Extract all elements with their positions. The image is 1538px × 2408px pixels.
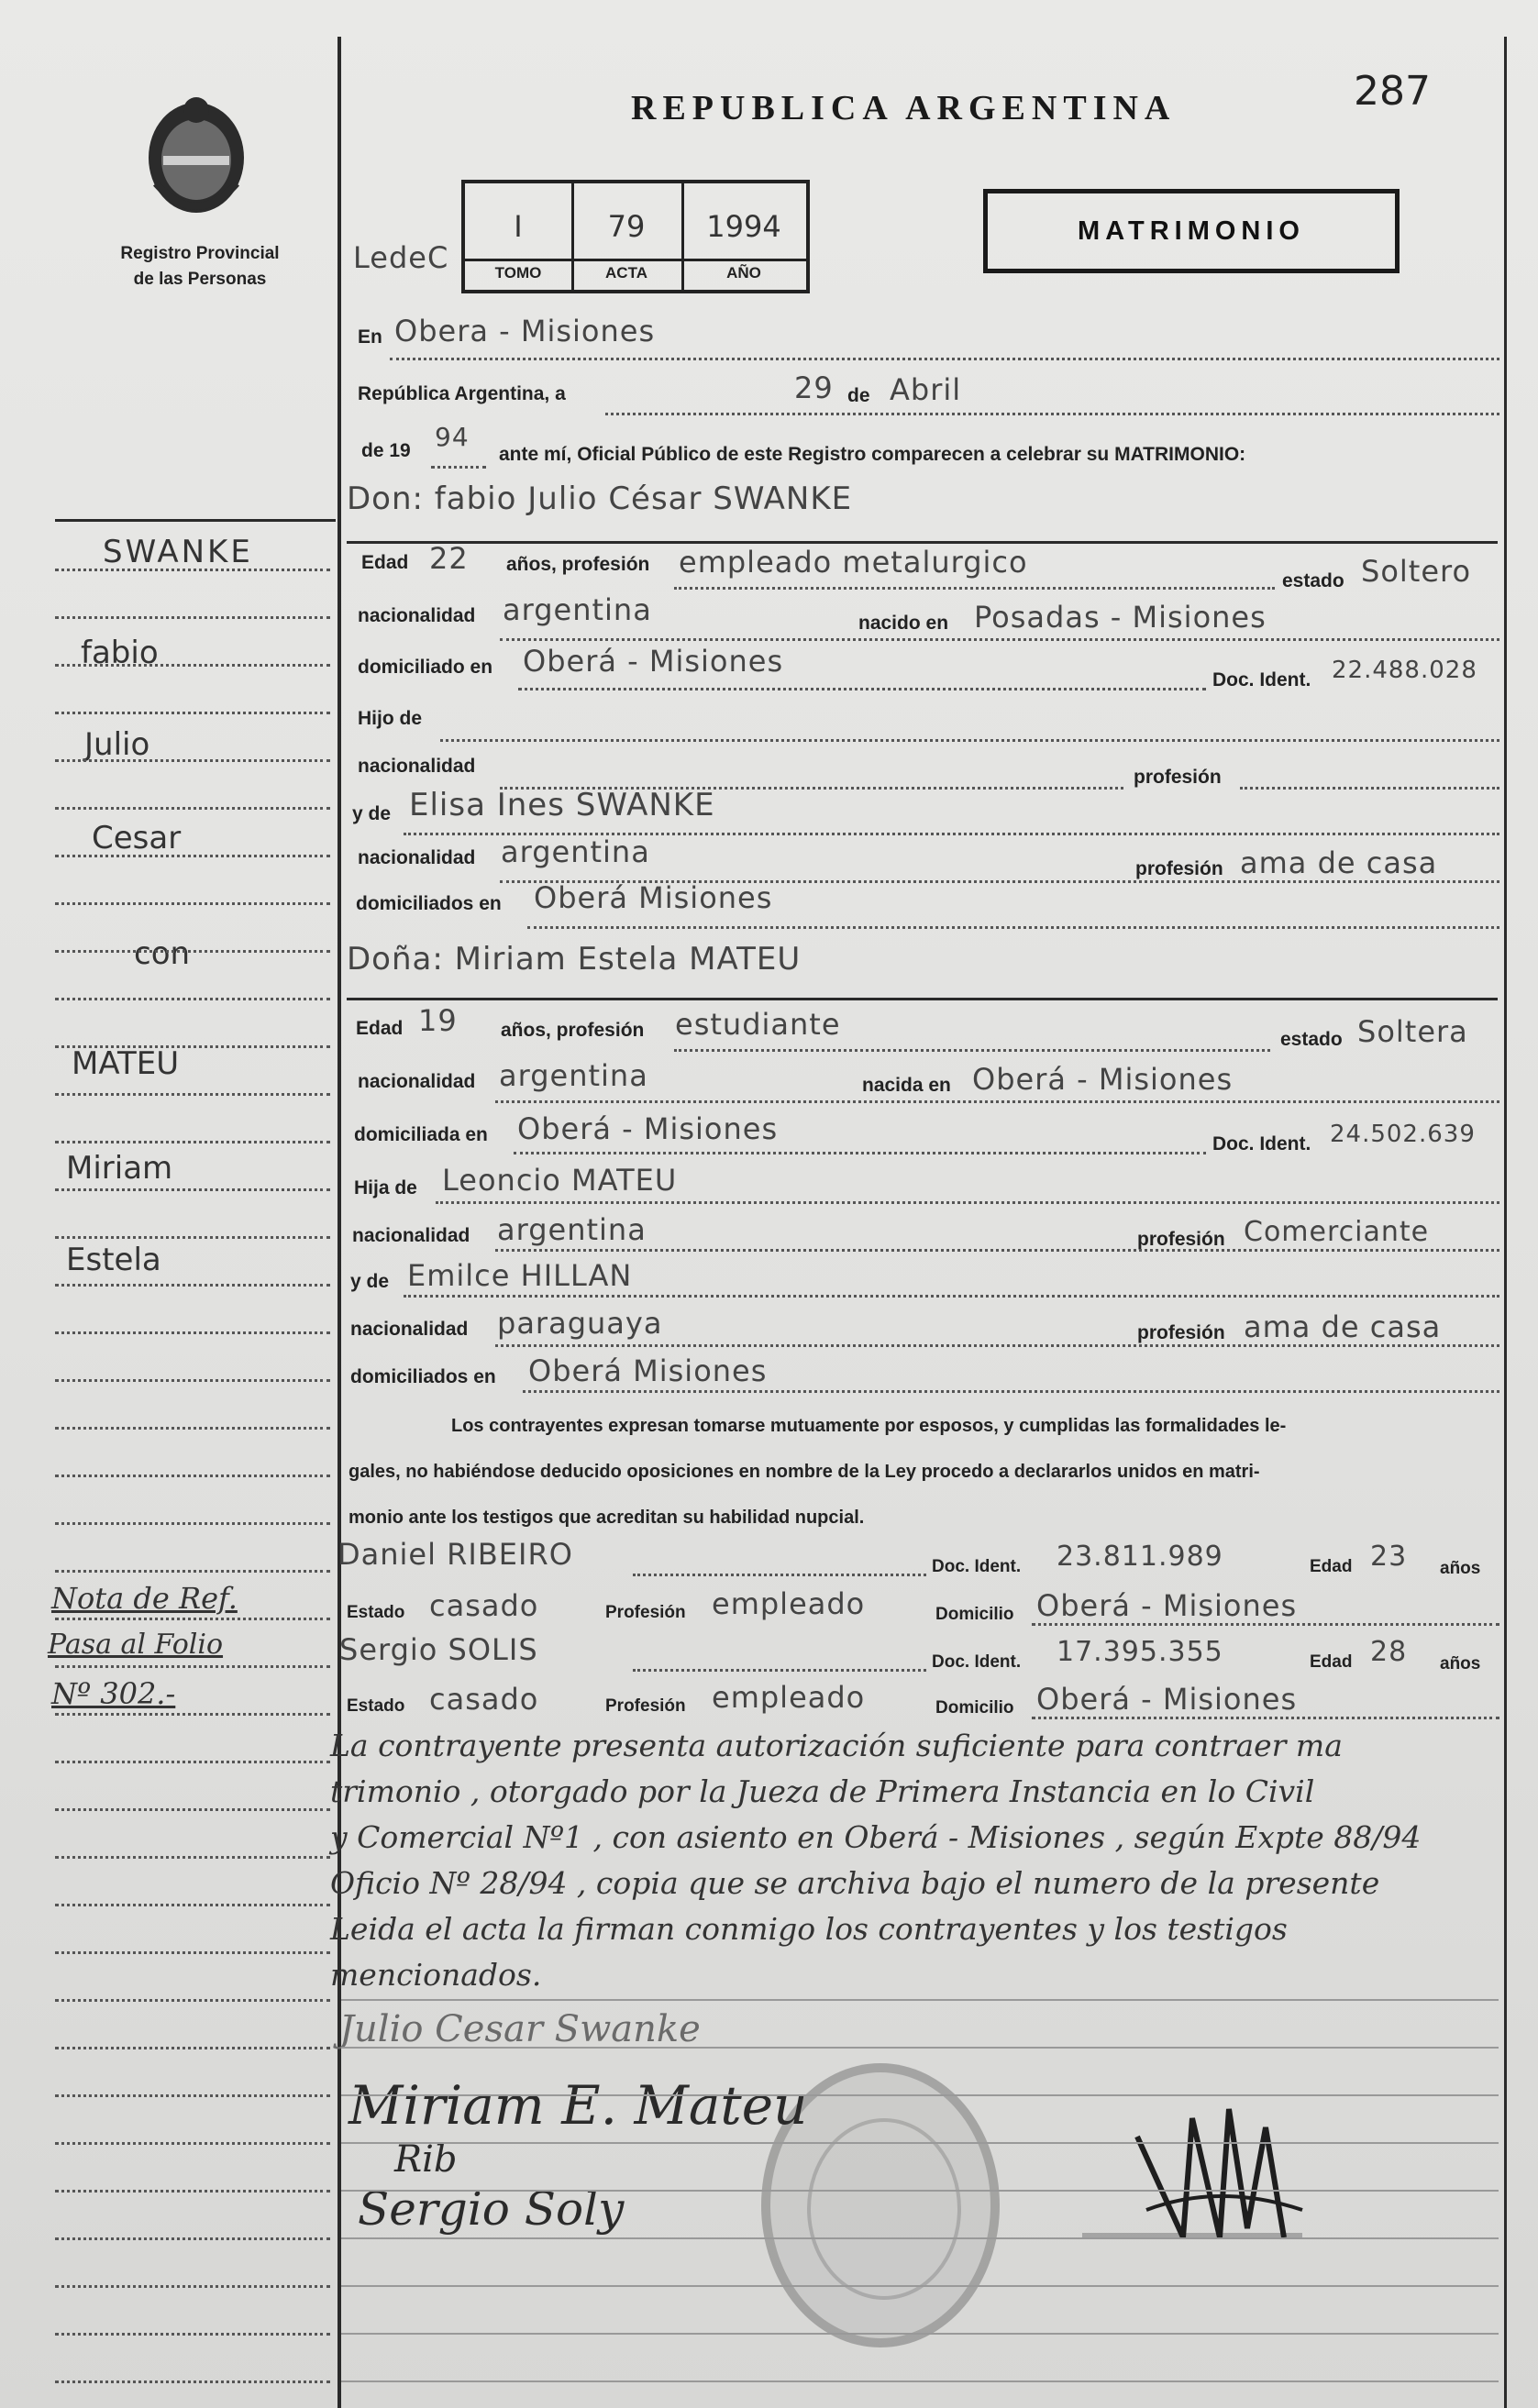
bride-father-nationality: argentina: [497, 1212, 647, 1247]
groom-domicile: Oberá - Misiones: [523, 644, 784, 679]
ano-value: 1994: [706, 209, 781, 244]
margin-rule: [55, 1808, 330, 1811]
margin-rule: [55, 1093, 330, 1096]
margin-rule: [55, 998, 330, 1000]
witness1-doc-label: Doc. Ident.: [932, 1557, 1022, 1576]
signature-rule: [341, 2094, 1499, 2096]
witness1-name: Daniel RIBEIRO: [337, 1537, 573, 1572]
coat-of-arms-icon: [138, 92, 255, 220]
margin-name-4: Cesar: [92, 820, 182, 856]
groom-dom-label: domiciliado en: [358, 657, 493, 678]
groom-nacido-label: nacido en: [858, 613, 949, 634]
day: 29: [794, 370, 834, 405]
witness2-signature: Sergio Soly: [358, 2182, 625, 2236]
bride-domicile: Oberá - Misiones: [517, 1111, 779, 1146]
margin-rule: [55, 1522, 330, 1525]
declaration-paragraph: [349, 1403, 1495, 1541]
margin-name-5: con: [134, 935, 191, 972]
margin-rule: [55, 1045, 330, 1048]
signature-rule: [341, 2237, 1499, 2239]
witness1-signature: Rib: [394, 2138, 458, 2181]
margin-rule: [55, 2142, 330, 2145]
groom-estado-label: estado: [1282, 570, 1344, 591]
witness2-domicile: Oberá - Misiones: [1036, 1682, 1298, 1717]
groom-mother-profession: ama de casa: [1240, 845, 1438, 880]
witness1-estado: casado: [429, 1588, 539, 1623]
bride-age: 19: [418, 1003, 458, 1038]
tomo-cell: [465, 183, 574, 290]
margin-name-2: fabio: [81, 635, 159, 671]
margin-rule: [55, 569, 330, 571]
groom-hijo-label: Hijo de: [358, 708, 423, 729]
bride-parents-domicile: Oberá Misiones: [528, 1353, 768, 1388]
margin-rule: [55, 1379, 330, 1382]
witness1-doc: 23.811.989: [1057, 1541, 1223, 1573]
groom-doc-label: Doc. Ident.: [1212, 669, 1311, 690]
note-line-4: Oficio Nº 28/94 , copia que se archiva bajo el numero de la presente: [330, 1865, 1380, 1901]
acta-cell: [571, 183, 684, 290]
margin-rule: [55, 1856, 330, 1859]
bride-mother-prof-label: profesión: [1137, 1322, 1225, 1343]
bride-birthplace: Oberá - Misiones: [972, 1062, 1234, 1097]
witness2-edad-label: Edad: [1310, 1652, 1353, 1672]
margin-name-1: SWANKE: [103, 534, 253, 570]
bride-doc-label: Doc. Ident.: [1212, 1133, 1311, 1154]
bride-hija-label: Hija de: [354, 1177, 417, 1198]
margin-rule: [55, 1236, 330, 1239]
book-code: LedeC: [353, 240, 449, 275]
bride-name: Doña: Miriam Estela MATEU: [347, 941, 802, 978]
groom-nac-label: nacionalidad: [358, 605, 476, 626]
registry-name-line1: Registro Provincial: [120, 244, 280, 263]
bride-father-profession: Comerciante: [1244, 1216, 1430, 1248]
tomo-value: I: [514, 209, 523, 244]
bride-edad-label: Edad: [356, 1018, 404, 1039]
margin-rule: [55, 807, 330, 810]
groom-doc: 22.488.028: [1332, 657, 1477, 684]
witness2-estado-label: Estado: [347, 1696, 405, 1716]
bride-nationality: argentina: [499, 1058, 648, 1093]
signature-rule: [341, 2190, 1499, 2192]
margin-rule: [55, 1665, 330, 1668]
margin-rule: [55, 855, 330, 857]
groom-father-nac-label: nacionalidad: [358, 756, 476, 777]
witness2-doc: 17.395.355: [1057, 1636, 1223, 1668]
groom-prof-label: años, profesión: [506, 554, 650, 575]
bride-mother-nac-label: nacionalidad: [350, 1319, 469, 1340]
signature-rule: [341, 2285, 1499, 2287]
ano-cell: [681, 183, 806, 290]
margin-rule: [55, 1618, 330, 1620]
bride-nacida-label: nacida en: [862, 1075, 951, 1096]
declaration-line-2: gales, no habiéndose deducido oposiciones en nombre de la Ley procedo a declararlos unidos en matri-: [349, 1462, 1260, 1482]
document-type-box: [983, 189, 1400, 273]
witness1-estado-label: Estado: [347, 1603, 405, 1622]
margin-rule: [55, 759, 330, 762]
bride-yde-label: y de: [350, 1271, 390, 1292]
note-line-1: La contrayente presenta autorización suficiente para contraer ma: [330, 1728, 1343, 1763]
acta-label: ACTA: [571, 259, 681, 282]
witness1-age: 23: [1370, 1541, 1408, 1573]
registry-name-line2: de las Personas: [133, 270, 267, 289]
witness1-dom-label: Domicilio: [935, 1605, 1014, 1624]
margin-name-3: Julio: [84, 726, 150, 763]
acta-value: 79: [607, 209, 646, 244]
bride-mother-nationality: paraguaya: [497, 1306, 663, 1341]
witness2-anos-label: años: [1440, 1654, 1481, 1673]
witness2-doc-label: Doc. Ident.: [932, 1652, 1022, 1672]
ante-text: ante mí, Oficial Público de este Registro comparecen a celebrar su MATRIMONIO:: [499, 444, 1246, 465]
groom-mother-nationality: argentina: [501, 834, 650, 869]
witness2-dom-label: Domicilio: [935, 1698, 1014, 1718]
margin-rule: [55, 1761, 330, 1763]
groom-profession: empleado metalurgico: [679, 545, 1028, 580]
margin-divider: [337, 37, 341, 2408]
bride-mother-profession: ama de casa: [1244, 1309, 1442, 1344]
republica-label: República Argentina, a: [358, 383, 566, 404]
witness2-prof-label: Profesión: [605, 1696, 686, 1716]
place: Obera - Misiones: [394, 314, 656, 348]
declaration-line-1: Los contrayentes expresan tomarse mutuamente por esposos, y cumplidas las formalidades le-: [451, 1416, 1287, 1436]
margin-rule: [55, 2237, 330, 2240]
groom-name: Don: fabio Julio César SWANKE: [347, 480, 853, 517]
groom-yde-label: y de: [352, 803, 392, 824]
margin-rule: [55, 1999, 330, 2002]
margin-rule: [55, 1904, 330, 1906]
margin-rule: [55, 1188, 330, 1191]
witness1-profession: empleado: [712, 1586, 866, 1621]
margin-rule: [55, 1284, 330, 1287]
margin-rule: [55, 1570, 330, 1573]
margin-rule: [55, 1427, 330, 1430]
margin-rule: [55, 712, 330, 714]
witness2-name: Sergio SOLIS: [339, 1632, 538, 1667]
witness2-estado: casado: [429, 1682, 539, 1717]
groom-mother-prof-label: profesión: [1135, 858, 1223, 879]
witness1-domicile: Oberá - Misiones: [1036, 1588, 1298, 1623]
bride-estado: Soltera: [1357, 1014, 1468, 1049]
groom-nationality: argentina: [503, 592, 652, 627]
signature-rule: [341, 1999, 1499, 2001]
bride-prof-label: años, profesión: [501, 1020, 645, 1041]
margin-name-8: Estela: [66, 1242, 161, 1278]
year-prefix: de 19: [361, 440, 411, 461]
bride-parents-dom-label: domiciliados en: [350, 1366, 496, 1387]
groom-mother-nac-label: nacionalidad: [358, 847, 476, 868]
margin-rule: [55, 2094, 330, 2097]
month: Abril: [890, 372, 962, 407]
margin-name-7: Miriam: [66, 1150, 173, 1187]
note-line-5: Leida el acta la firman conmigo los contrayentes y los testigos: [330, 1911, 1288, 1947]
page-number: 287: [1354, 68, 1431, 115]
margin-rule: [55, 1141, 330, 1143]
margin-rule: [55, 2047, 330, 2049]
groom-birthplace: Posadas - Misiones: [974, 600, 1267, 635]
groom-parents-domicile: Oberá Misiones: [534, 880, 773, 915]
bride-doc: 24.502.639: [1330, 1121, 1476, 1148]
note-line-6: mencionados.: [330, 1957, 542, 1993]
margin-rule: [55, 2190, 330, 2193]
groom-estado: Soltero: [1361, 554, 1472, 589]
right-border: [1504, 37, 1507, 2408]
bride-father-nac-label: nacionalidad: [352, 1225, 470, 1246]
bride-father-prof-label: profesión: [1137, 1229, 1225, 1250]
margin-name-6: MATEU: [72, 1045, 180, 1082]
witness2-profession: empleado: [712, 1680, 866, 1715]
ano-label: AÑO: [681, 259, 806, 282]
margin-rule: [55, 950, 330, 953]
officer-signature-icon: [1128, 2100, 1311, 2265]
en-label: En: [358, 326, 382, 348]
declaration-line-3: monio ante los testigos que acreditan su habilidad nupcial.: [349, 1508, 865, 1528]
signature-rule: [341, 2333, 1499, 2335]
margin-rule: [55, 2333, 330, 2336]
groom-age: 22: [429, 541, 469, 576]
registry-grid: [461, 180, 810, 293]
witness1-prof-label: Profesión: [605, 1603, 686, 1622]
groom-mother: Elisa Ines SWANKE: [409, 787, 715, 823]
margin-note-line-1: Nota de Ref.: [51, 1581, 238, 1616]
note-line-3: y Comercial Nº1 , con asiento en Oberá - Misiones , según Expte 88/94: [330, 1819, 1422, 1855]
groom-father-prof-label: profesión: [1134, 767, 1222, 788]
bride-mother: Emilce HILLAN: [407, 1258, 633, 1293]
witness1-edad-label: Edad: [1310, 1557, 1353, 1576]
bride-signature: Miriam E. Mateu: [349, 2074, 808, 2137]
signature-rule: [341, 2380, 1499, 2382]
margin-rule: [55, 1475, 330, 1477]
bride-estado-label: estado: [1280, 1029, 1343, 1050]
witness1-anos-label: años: [1440, 1559, 1481, 1578]
signature-rule: [341, 2142, 1499, 2144]
margin-rule: [55, 1713, 330, 1716]
bride-nac-label: nacionalidad: [358, 1071, 476, 1092]
bride-father: Leoncio MATEU: [442, 1163, 678, 1198]
note-line-2: trimonio , otorgado por la Jueza de Primera Instancia en lo Civil: [330, 1773, 1315, 1809]
document-type: MATRIMONIO: [1078, 215, 1305, 246]
margin-note-line-2: Pasa al Folio: [48, 1629, 224, 1661]
year-suffix: 94: [435, 422, 470, 452]
signature-rule: [341, 2047, 1499, 2049]
margin-rule: [55, 616, 330, 619]
margin-rule: [55, 2285, 330, 2288]
tomo-label: TOMO: [465, 259, 571, 282]
margin-rule: [55, 2380, 330, 2383]
margin-rule: [55, 1331, 330, 1334]
margin-rule: [55, 1951, 330, 1954]
margin-rule: [55, 664, 330, 667]
bride-dom-label: domiciliada en: [354, 1124, 488, 1145]
groom-signature: Julio Cesar Swanke: [339, 2008, 701, 2050]
groom-edad-label: Edad: [361, 552, 409, 573]
margin-rule: [55, 902, 330, 905]
margin-note-line-3: Nº 302.-: [51, 1676, 176, 1711]
witness2-age: 28: [1370, 1636, 1408, 1668]
country-title: REPUBLICA ARGENTINA: [631, 89, 1177, 127]
groom-parents-dom-label: domiciliados en: [356, 893, 502, 914]
bride-profession: estudiante: [675, 1007, 841, 1042]
de-label: de: [847, 385, 870, 406]
